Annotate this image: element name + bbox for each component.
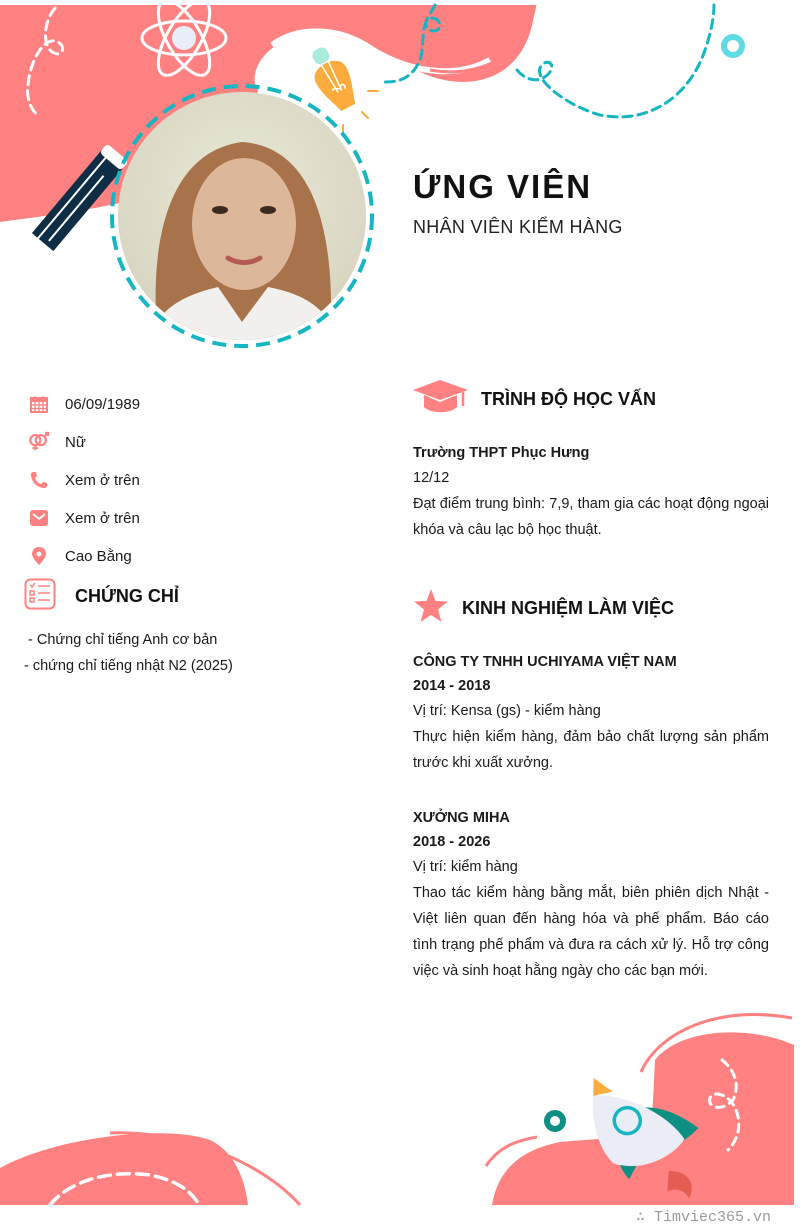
experience-header xyxy=(413,588,674,629)
profile-photo-frame xyxy=(108,82,376,350)
job-title: NHÂN VIÊN KIỂM HÀNG xyxy=(413,217,623,237)
education-title: TRÌNH ĐỘ HỌC VẤN xyxy=(481,389,656,409)
certificates-title: CHỨNG CHỈ xyxy=(75,586,179,606)
company-name: XƯỞNG MIHA xyxy=(413,810,510,826)
calendar-icon xyxy=(28,393,50,415)
company-name: CÔNG TY TNHH UCHIYAMA VIỆT NAM xyxy=(413,654,677,670)
personal-info-list xyxy=(28,385,140,575)
school-name: Trường THPT Phục Hưng xyxy=(413,445,590,461)
avatar xyxy=(118,92,366,340)
checklist-icon xyxy=(24,578,56,615)
info-phone xyxy=(28,461,140,499)
education-header xyxy=(413,380,656,419)
work-period: 2014 - 2018 xyxy=(413,678,491,694)
certificate-item: - Chứng chỉ tiếng Anh cơ bản xyxy=(24,632,218,648)
certificates-list xyxy=(24,627,233,679)
experience-title: KINH NGHIỆM LÀM VIỆC xyxy=(462,598,675,618)
info-email xyxy=(28,499,140,537)
ring-icon xyxy=(724,37,742,55)
location-icon xyxy=(28,545,50,567)
certificates-header xyxy=(24,578,179,615)
phone-value: Xem ở trên xyxy=(65,471,140,489)
work-position: Vị trí: kiểm hàng xyxy=(413,859,518,875)
star-icon xyxy=(413,588,449,629)
work-description: Thực hiện kiểm hàng, đảm bảo chất lượng sản phẩm trước khi xuất xưởng. xyxy=(413,729,769,771)
experience-entry xyxy=(413,806,769,984)
info-gender xyxy=(28,423,140,461)
work-position: Vị trí: Kensa (gs) - kiểm hàng xyxy=(413,703,601,719)
ring-icon xyxy=(547,1113,563,1129)
birthdate-value: 06/09/1989 xyxy=(65,395,141,413)
watermark: ∴ Timviec365.vn xyxy=(636,1209,772,1226)
work-period: 2018 - 2026 xyxy=(413,834,491,850)
education-description: Đạt điểm trung bình: 7,9, tham gia các hoạt động ngoại khóa và câu lạc bộ học thuật. xyxy=(413,496,769,538)
education-entry xyxy=(413,441,769,543)
candidate-name: ỨNG VIÊN xyxy=(413,168,593,205)
graduation-cap-icon xyxy=(413,380,468,419)
certificate-item: - chứng chỉ tiếng nhật N2 (2025) xyxy=(24,658,233,674)
info-location xyxy=(28,537,140,575)
email-icon xyxy=(28,507,50,529)
experience-entry xyxy=(413,650,769,776)
gender-icon xyxy=(28,431,50,453)
phone-icon xyxy=(28,469,50,491)
education-grade: 12/12 xyxy=(413,470,450,486)
email-value: Xem ở trên xyxy=(65,509,140,527)
location-value: Cao Bằng xyxy=(65,547,132,565)
gender-value: Nữ xyxy=(65,433,86,451)
work-description: Thao tác kiểm hàng bằng mắt, biên phiên dịch Nhật - Việt liên quan đến hàng hóa và phế phẩm. Báo cáo tình trạng phế phẩm và đưa ra cách xử lý. Hỗ trợ công việc và sinh hoạt hằng ngày cho các bạn mới. xyxy=(413,885,769,979)
rocket-icon xyxy=(567,1078,715,1198)
info-birthdate xyxy=(28,385,140,423)
